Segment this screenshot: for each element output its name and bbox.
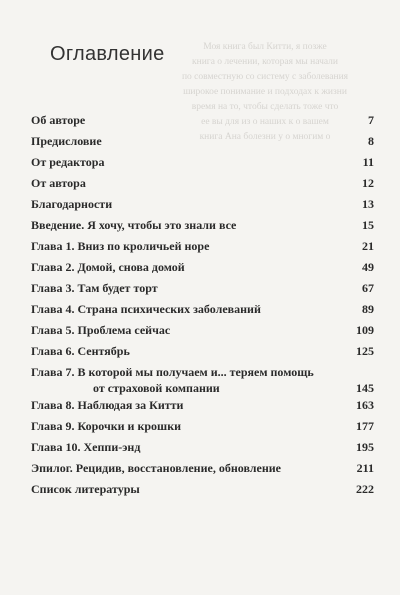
bleed-through-line: время на то, чтобы сделать тоже что <box>191 102 339 112</box>
toc-entry-label: Глава 8. Наблюдая за Китти <box>31 398 184 412</box>
toc-entry-page: 49 <box>362 260 374 274</box>
toc-entry-label-line: от страховой компании <box>93 381 220 395</box>
toc-entry-label: От автора <box>31 176 86 190</box>
toc-entry-label: Эпилог. Рецидив, восстановление, обновление <box>31 461 281 475</box>
toc-entry-label: Глава 10. Хеппи-энд <box>31 440 141 454</box>
toc-entry[interactable] <box>31 418 374 439</box>
toc-entry[interactable] <box>31 439 374 460</box>
bleed-through-line: книга о лечении, которая мы начали <box>192 57 338 67</box>
toc-entry-label: Об авторе <box>31 113 86 127</box>
toc-entry[interactable] <box>31 481 374 502</box>
toc-entry-label: Благодарности <box>31 197 113 211</box>
toc-entry-label: Глава 2. Домой, снова домой <box>31 260 185 274</box>
toc-entry[interactable] <box>31 364 374 397</box>
toc-entry[interactable] <box>31 175 374 196</box>
toc-entry-page: 195 <box>356 440 374 454</box>
toc-entry-label: Глава 3. Там будет торт <box>31 281 158 295</box>
toc-entry[interactable] <box>31 397 374 418</box>
page-title: Оглавление <box>50 43 165 65</box>
toc-entry-page: 13 <box>362 197 374 211</box>
toc-entry-page: 177 <box>356 419 374 433</box>
toc-entry[interactable] <box>31 301 374 322</box>
toc-entry-label: Предисловие <box>31 134 102 148</box>
toc-entry-label: От редактора <box>31 155 105 169</box>
toc-entry[interactable] <box>31 238 374 259</box>
toc-entry-page: 145 <box>356 381 374 395</box>
toc-entry-page: 12 <box>362 176 374 190</box>
toc-entry-page: 21 <box>362 239 374 253</box>
toc-entry-page: 67 <box>362 281 374 295</box>
toc-entry-label: Глава 5. Проблема сейчас <box>31 323 171 337</box>
toc-entry-label: Введение. Я хочу, чтобы это знали все <box>31 218 237 232</box>
toc-entry-page: 8 <box>368 134 374 148</box>
table-of-contents <box>31 112 374 502</box>
bleed-through-line: по совместную со систему с заболевания <box>181 72 349 82</box>
toc-entry-page: 163 <box>356 398 374 412</box>
toc-entry[interactable] <box>31 154 374 175</box>
toc-entry[interactable] <box>31 259 374 280</box>
toc-entry-page: 109 <box>356 323 374 337</box>
bleed-through-line: ее вы для из о наших к о вашем <box>201 117 329 127</box>
toc-entry-label: Список литературы <box>31 482 140 496</box>
toc-entry[interactable] <box>31 280 374 301</box>
toc-entry-page: 7 <box>368 113 374 127</box>
toc-entry-label: Глава 6. Сентябрь <box>31 344 130 358</box>
toc-entry-page: 222 <box>356 482 374 496</box>
bleed-through-line: широкое понимание и подходах к жизни <box>183 87 347 97</box>
toc-entry-label <box>31 364 314 396</box>
toc-entry-label: Глава 9. Корочки и крошки <box>31 419 182 433</box>
bleed-through-line: Моя книга был Китти, я позже <box>203 42 327 52</box>
toc-entry[interactable] <box>31 196 374 217</box>
toc-entry-label-line: Глава 7. В которой мы получаем и... теряем помощь <box>31 365 314 379</box>
toc-entry[interactable] <box>31 322 374 343</box>
toc-entry-page: 211 <box>356 461 374 475</box>
bleed-through-line: книга Ана болезни у о многим о <box>199 132 331 142</box>
toc-entry-page: 11 <box>362 155 374 169</box>
toc-entry[interactable] <box>31 112 374 133</box>
toc-entry-page: 125 <box>356 344 374 358</box>
toc-entry-label: Глава 1. Вниз по кроличьей норе <box>31 239 210 253</box>
toc-entry[interactable] <box>31 217 374 238</box>
toc-entry[interactable] <box>31 133 374 154</box>
toc-entry-page: 89 <box>362 302 374 316</box>
toc-entry[interactable] <box>31 343 374 364</box>
toc-entry-page: 15 <box>362 218 374 232</box>
toc-entry-label: Глава 4. Страна психических заболеваний <box>31 302 261 316</box>
toc-entry[interactable] <box>31 460 374 481</box>
